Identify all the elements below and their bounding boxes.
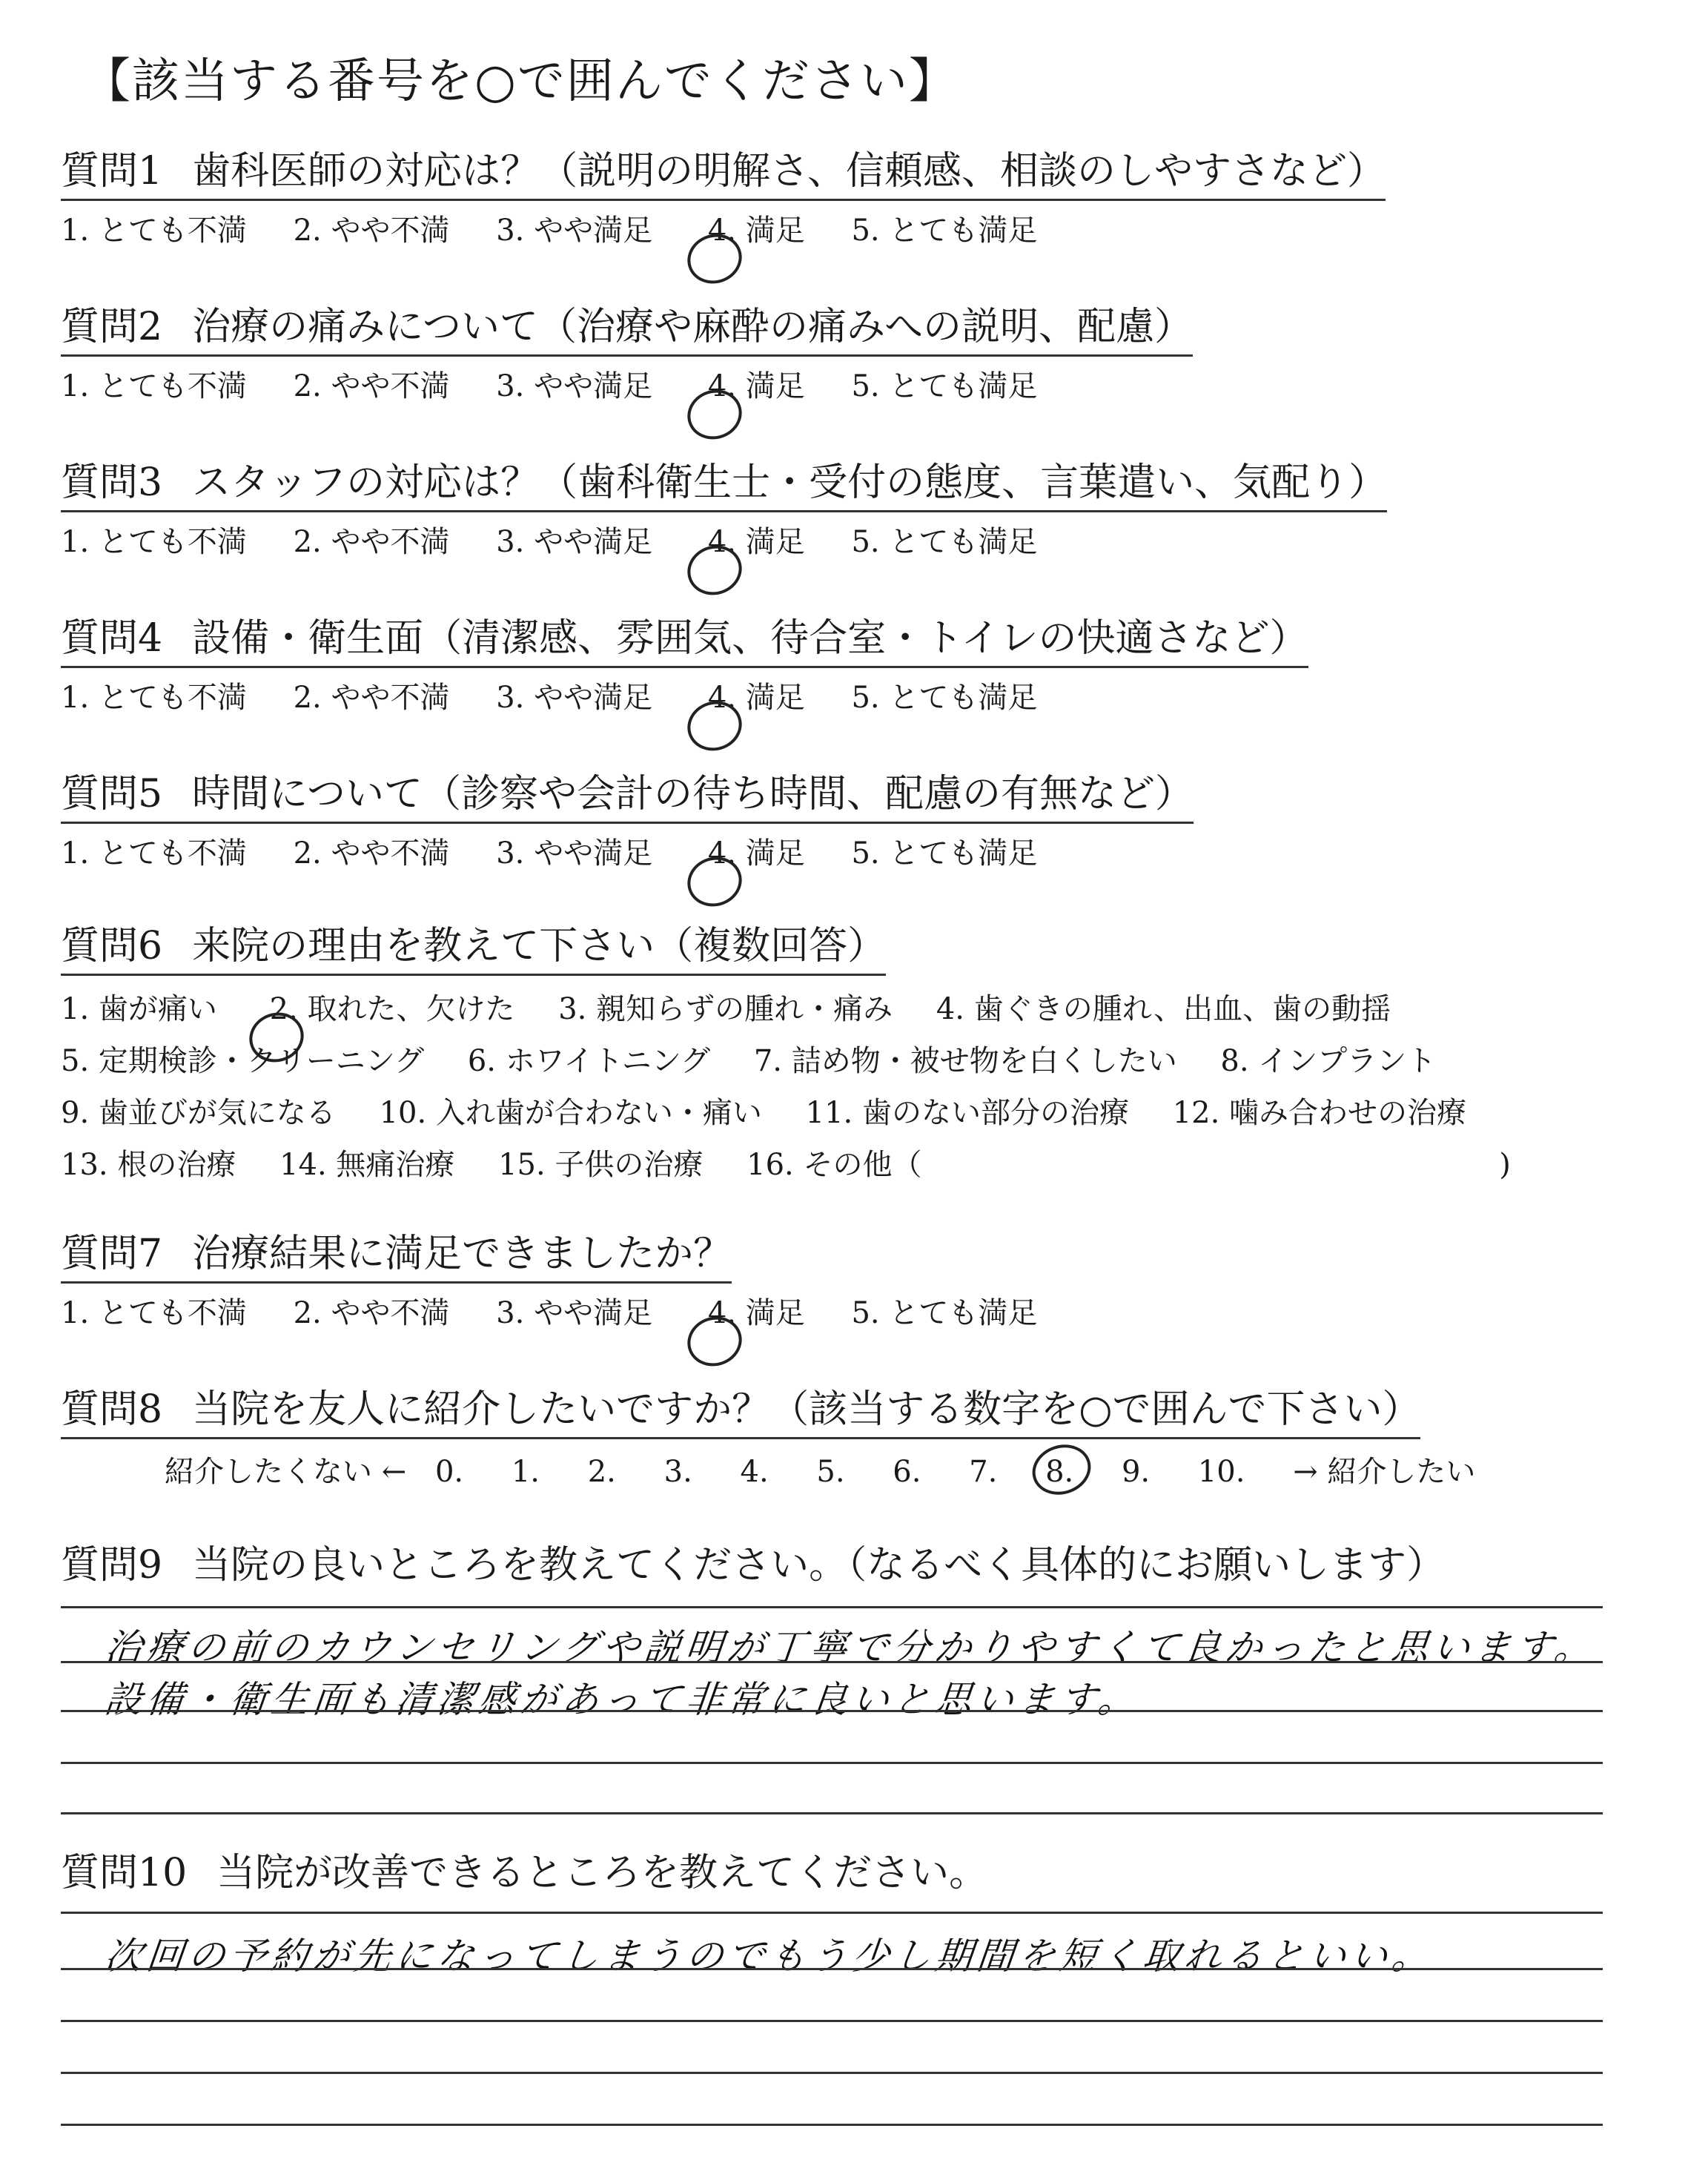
option-label: 4. 満足	[707, 681, 805, 715]
option-5[interactable]: 5. とても満足	[851, 369, 1038, 403]
answer-rule	[61, 1661, 1603, 1663]
answer-area-q9[interactable]	[61, 1602, 1603, 1817]
option-3[interactable]: 3. 親知らずの腫れ・痛み	[558, 992, 893, 1026]
scale-7[interactable]: 7.	[969, 1455, 998, 1489]
question-text: 時間について（診察や会計の待ち時間、配慮の有無など）	[192, 772, 1194, 816]
option-2[interactable]: 2. やや不満	[293, 369, 450, 403]
option-3[interactable]: 3. やや満足	[496, 1296, 653, 1330]
option-4-circled[interactable]	[699, 520, 805, 564]
option-5[interactable]: 5. とても満足	[851, 681, 1038, 715]
option-4-circled[interactable]	[699, 831, 805, 876]
question-heading	[61, 304, 1193, 357]
rating-options	[61, 364, 1662, 409]
option-2[interactable]: 2. やや不満	[293, 525, 450, 559]
option-7[interactable]: 7. 詰め物・被せ物を白くしたい	[753, 1044, 1177, 1078]
handwritten-answer-line: 次回の予約が先になってしまうのでもう少し期間を短く取れるといい。	[102, 1935, 1436, 1978]
option-14[interactable]: 14. 無痛治療	[279, 1148, 455, 1182]
question-heading	[61, 923, 886, 976]
option-3[interactable]: 3. やや満足	[496, 369, 653, 403]
options-row	[61, 1035, 1662, 1087]
answer-rule	[61, 1912, 1603, 1914]
handwritten-answer-line: 設備・衛生面も清潔感があって非常に良いと思います。	[102, 1678, 1142, 1721]
option-4-circled[interactable]	[699, 1291, 805, 1335]
answer-rule	[61, 1762, 1603, 1764]
question-heading	[61, 1542, 1445, 1593]
question-text: 当院の良いところを教えてください。（なるべく具体的にお願いします）	[192, 1543, 1446, 1588]
option-8[interactable]: 8. インプラント	[1220, 1044, 1437, 1078]
rating-options	[61, 520, 1662, 564]
option-5[interactable]: 5. とても満足	[851, 1296, 1038, 1330]
option-9[interactable]: 9. 歯並びが気になる	[61, 1096, 336, 1130]
scale-0[interactable]: 0.	[434, 1455, 464, 1489]
question-number: 質問5	[61, 772, 163, 816]
option-10[interactable]: 10. 入れ歯が合わない・痛い	[379, 1096, 762, 1130]
question-number: 質問3	[61, 460, 163, 505]
rating-options	[61, 831, 1662, 876]
option-label: 4. 満足	[707, 369, 805, 403]
option-label: 4. 満足	[707, 836, 805, 871]
answer-rule	[61, 2072, 1603, 2074]
question-number: 質問6	[61, 924, 163, 968]
question-text: 歯科医師の対応は？（説明の明解さ、信頼感、相談のしやすさなど）	[192, 149, 1386, 194]
option-4[interactable]: 4. 歯ぐきの腫れ、出血、歯の動揺	[936, 992, 1391, 1026]
scale-5[interactable]: 5.	[816, 1455, 845, 1489]
question-9	[61, 1542, 1662, 1593]
answer-rule	[61, 1606, 1603, 1608]
question-heading	[61, 1850, 987, 1900]
question-number: 質問4	[61, 616, 163, 661]
recommend-scale	[61, 1450, 1662, 1494]
scale-4[interactable]: 4.	[740, 1455, 769, 1489]
option-3[interactable]: 3. やや満足	[496, 681, 653, 715]
option-13[interactable]: 13. 根の治療	[61, 1148, 236, 1182]
option-1[interactable]: 1. とても不満	[61, 214, 247, 248]
question-number: 質問8	[61, 1387, 163, 1432]
question-1	[61, 148, 1662, 253]
question-heading	[61, 771, 1194, 824]
answer-rule	[61, 1968, 1603, 1970]
option-label: 4. 満足	[707, 214, 805, 248]
option-5[interactable]: 5. とても満足	[851, 214, 1038, 248]
rating-options	[61, 208, 1662, 253]
option-label: 2. 取れた、欠けた	[269, 992, 515, 1026]
option-2[interactable]: 2. やや不満	[293, 214, 450, 248]
option-2[interactable]: 2. やや不満	[293, 1296, 450, 1330]
options-row	[61, 983, 1662, 1035]
question-4	[61, 615, 1662, 720]
option-1[interactable]: 1. 歯が痛い	[61, 992, 217, 1026]
scale-left-label: 紹介したくない ←	[165, 1455, 407, 1489]
question-2	[61, 304, 1662, 409]
question-number: 質問1	[61, 149, 163, 194]
question-text: 来院の理由を教えて下さい（複数回答）	[192, 924, 887, 968]
answer-area-q10[interactable]	[61, 1912, 1603, 2149]
rating-options	[61, 676, 1662, 720]
option-3[interactable]: 3. やや満足	[496, 214, 653, 248]
scale-6[interactable]: 6.	[893, 1455, 921, 1489]
question-text: 設備・衛生面（清潔感、雰囲気、待合室・トイレの快適さなど）	[192, 616, 1308, 661]
option-5[interactable]: 5. とても満足	[851, 525, 1038, 559]
option-1[interactable]: 1. とても不満	[61, 525, 247, 559]
answer-rule	[61, 1812, 1603, 1814]
option-6[interactable]: 6. ホワイトニング	[467, 1044, 711, 1078]
option-15[interactable]: 15. 子供の治療	[498, 1148, 704, 1182]
question-number: 質問7	[61, 1232, 163, 1276]
option-12[interactable]: 12. 噛み合わせの治療	[1172, 1096, 1467, 1130]
question-text: 当院を友人に紹介したいですか？（該当する数字を○で囲んで下さい）	[192, 1387, 1421, 1432]
option-4-circled[interactable]	[699, 208, 805, 253]
rating-options	[61, 1291, 1662, 1335]
option-3[interactable]: 3. やや満足	[496, 836, 653, 871]
handwritten-answer-line: 治療の前のカウンセリングや説明が丁寧で分かりやすくて良かったと思います。	[102, 1626, 1598, 1669]
question-8	[61, 1387, 1662, 1494]
option-4-circled[interactable]	[699, 364, 805, 409]
options-row	[61, 1087, 1662, 1139]
option-1[interactable]: 1. とても不満	[61, 369, 247, 403]
answer-rule	[61, 2124, 1603, 2126]
question-heading	[61, 460, 1387, 512]
question-number: 質問9	[61, 1543, 163, 1588]
option-1[interactable]: 1. とても不満	[61, 1296, 247, 1330]
option-5[interactable]: 5. 定期検診・クリーニング	[61, 1044, 425, 1078]
question-3	[61, 460, 1662, 564]
question-number: 質問10	[61, 1851, 188, 1895]
option-3[interactable]: 3. やや満足	[496, 525, 653, 559]
scale-10[interactable]: 10.	[1197, 1455, 1245, 1489]
answer-rule	[61, 1710, 1603, 1712]
question-text: 当院が改善できるところを教えてください。	[216, 1851, 988, 1895]
option-2[interactable]: 2. やや不満	[293, 681, 450, 715]
option-label: 4. 満足	[707, 525, 805, 559]
scale-right-label: → 紹介したい	[1293, 1455, 1476, 1489]
page-title: 【該当する番号を○で囲んでください】	[83, 54, 958, 109]
question-number: 質問2	[61, 305, 163, 349]
option-2-circled[interactable]	[261, 983, 515, 1035]
option-11[interactable]: 11. 歯のない部分の治療	[805, 1096, 1129, 1130]
scale-3[interactable]: 3.	[663, 1455, 692, 1489]
question-text: スタッフの対応は？（歯科衛生士・受付の態度、言葉遣い、気配り）	[192, 460, 1388, 505]
option-2[interactable]: 2. やや不満	[293, 836, 450, 871]
question-heading	[61, 148, 1386, 201]
question-heading	[61, 1231, 732, 1284]
scale-8-circled[interactable]: 8.	[1045, 1450, 1073, 1494]
reason-options	[61, 983, 1662, 1191]
option-label: 4. 満足	[707, 1296, 805, 1330]
question-heading	[61, 1387, 1420, 1439]
scale-1[interactable]: 1.	[511, 1455, 540, 1489]
scale-9[interactable]: 9.	[1121, 1455, 1151, 1489]
option-1[interactable]: 1. とても不満	[61, 681, 247, 715]
question-7	[61, 1231, 1662, 1335]
scale-2[interactable]: 2.	[587, 1455, 616, 1489]
question-10	[61, 1850, 1662, 1900]
question-heading	[61, 615, 1308, 668]
other-close-paren: )	[1499, 1148, 1511, 1182]
question-text: 治療結果に満足できましたか？	[192, 1232, 732, 1276]
question-5	[61, 771, 1662, 876]
option-4-circled[interactable]	[699, 676, 805, 720]
answer-rule	[61, 2020, 1603, 2022]
options-row	[61, 1139, 1662, 1191]
option-16-other[interactable]: 16. その他（	[747, 1148, 922, 1182]
option-1[interactable]: 1. とても不満	[61, 836, 247, 871]
question-text: 治療の痛みについて（治療や麻酔の痛みへの説明、配慮）	[192, 305, 1194, 349]
option-5[interactable]: 5. とても満足	[851, 836, 1038, 871]
question-6	[61, 923, 1662, 1191]
